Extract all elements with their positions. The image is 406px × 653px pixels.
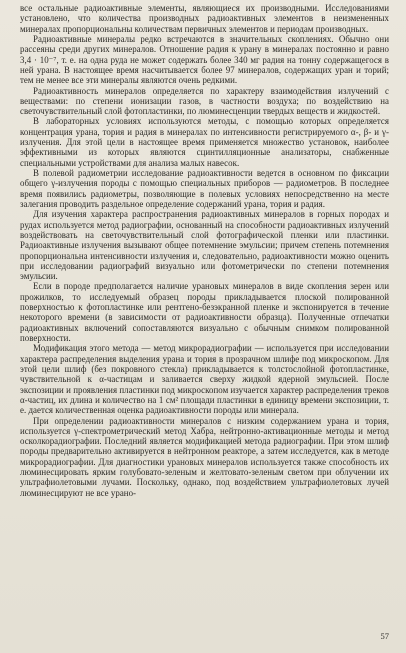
paragraph-5: В полевой радиометрии исследование радиоактивности ведется в основном по фиксации общего γ-излучения породы с помощью специальных приборов — радиометров. В последнее время появились радиометры, позволяющие в полевых условиях непосредственно на месте залегания проводить раздельное определение содержаний урана, тория и радия. [20, 168, 389, 209]
paragraph-9: При определении радиоактивности минералов с низким содержанием урана и тория, используется γ-спектрометрический метод Хабра, нейтронно-активационные методы и метод осколкорадиографии. Последний является модификацией метода радиографии. При этом шлиф породы предварительно активируется в нейтронном реакторе, а затем исследуется, как в методе микрорадиографии. Для диагностики урановых минералов используется также способность их люминесцировать ярким голубовато-зеленым и желтовато-зеленым светом при облучении их ультрафиолетовыми лучами. Поскольку, однако, под воздействием ультрафиолетовых лучей люминесцируют не все урано- [20, 415, 389, 498]
paragraph-3: Радиоактивность минералов определяется по характеру взаимодействия излучений с веществами: по степени ионизации газов, в частности воздуха; по воздействию на светочувствительный слой фотопластинки, по люминесценции твердых веществ и жидкостей. [20, 85, 389, 117]
paragraph-1: все остальные радиоактивные элементы, являющиеся их производными. Исследованиями установлено, что количества производных радиоактивных элементов в неизмененных минералах пропорциональны количествам первичных элементов и периодам производных. [20, 3, 389, 34]
paragraph-7: Если в породе предполагается наличие урановых минералов в виде скопления зерен или прожилков, то исследуемый образец породы прикладывается плоской полированной поверхностью к фотопластинке или рентгено-безэкранной пленке и экспонируется в течение некоторого времени (в зависимости от радиоактивности образца). Полученные отпечатки радиоактивных включений сопоставляются визуально с обычным снимком полированной поверхности. [20, 281, 389, 343]
paragraph-2: Радиоактивные минералы редко встречаются в значительных скоплениях. Обычно они рассеяны среди других минералов. Отношение радия к урану в минералах постоянно и равно 3,4 · 10⁻⁷, т. е. на одна руда не может содержать более 340 мг радия на тонну содержащегося в ней урана. В настоящее время насчитывается более 97 минералов, содержащих уран и торий; тем не менее все эти минералы являются очень редкими. [20, 33, 389, 86]
paragraph-4: В лабораторных условиях используются методы, с помощью которых определяется концентрация урана, тория и радия в минералах по интенсивности регистрируемого α-, β- и γ-излучения. Для этой цели в настоящее время применяется множество установок, наиболее эффективными из которых являются сцинтилляционные анализаторы, снабженные специальными устройствами для анализа малых навесок. [20, 116, 389, 168]
page-number: 57 [380, 631, 389, 641]
paragraph-6: Для изучения характера распространения радиоактивных минералов в горных породах и рудах используется метод радиографии, основанный на способности радиоактивных излучений воздействовать на светочувствительный слой фотографической пленки или пластинки. Радиоактивные излучения вызывают общее потемнение эмульсии; причем степень потемнения пропорциональна интенсивности излучения и, следовательно, радиоактивности можно оценить при исследовании радиографий визуально или фотометрически по степени потемнения эмульсии. [20, 209, 389, 282]
paragraph-8: Модификация этого метода — метод микрорадиографии — используется при исследовании характера распределения выделения урана и тория в прозрачном шлифе под микроскопом. Для этой цели шлиф (без покровного стекла) прикладывается к толстослойной фотопластинке, чувствительной к α-частицам и заливается сверху жидкой ядерной эмульсией. После экспозиции и проявления пластинки под микроскопом изучается характер распределения треков α-частиц, их длина и количество на 1 см² площади пластинки в единицу времени экспозиции, т. е. дается количественная оценка радиоактивности породы или минерала. [20, 343, 389, 416]
body-text [20, 3, 389, 498]
